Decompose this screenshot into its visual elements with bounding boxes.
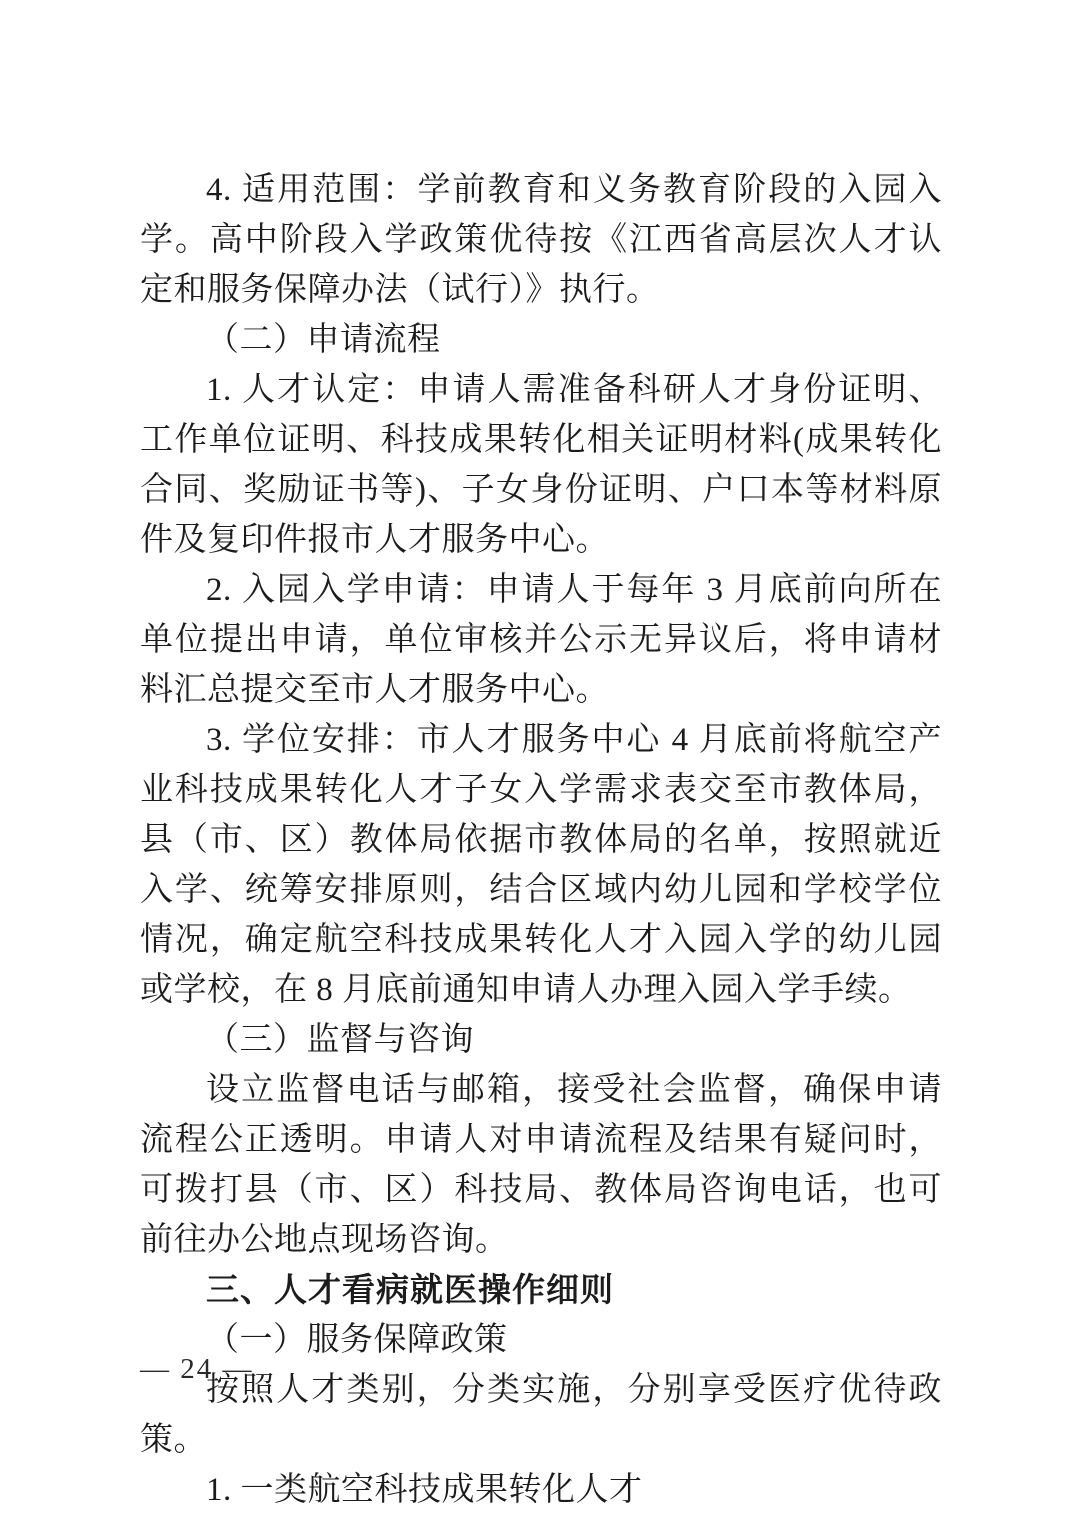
section-heading-medical-care-rules: 三、人才看病就医操作细则 bbox=[206, 1271, 614, 1308]
subheading-application-process: （二）申请流程 bbox=[206, 322, 441, 358]
paragraph-category-one-talent: 1. 一类航空科技成果转化人才 bbox=[206, 1472, 643, 1508]
document-body bbox=[140, 165, 942, 1515]
paragraph-enrollment-application: 2. 入园入学申请：申请人于每年 3 月底前向所在单位提出申请，单位审核并公示无异议后，将申请材料汇总提交至市人才服务中心。 bbox=[140, 572, 942, 708]
subheading-service-guarantee-policy: （一）服务保障政策 bbox=[206, 1322, 508, 1358]
paragraph-talent-identification: 1. 人才认定：申请人需准备科研人才身份证明、工作单位证明、科技成果转化相关证明材料(成果转化合同、奖励证书等)、子女身份证明、户口本等材料原件及复印件报市人才服务中心。 bbox=[140, 372, 942, 558]
subheading-supervision-consultation: （三）监督与咨询 bbox=[206, 1022, 474, 1058]
page-number-footer: — 24 — bbox=[140, 1353, 254, 1385]
paragraph-supervision-details: 设立监督电话与邮箱，接受社会监督，确保申请流程公正透明。申请人对申请流程及结果有疑问时，可拨打县（市、区）科技局、教体局咨询电话，也可前往办公地点现场咨询。 bbox=[140, 1072, 942, 1258]
paragraph-scope-of-application: 4. 适用范围：学前教育和义务教育阶段的入园入学。高中阶段入学政策优待按《江西省高层次人才认定和服务保障办法（试行）》执行。 bbox=[140, 172, 942, 308]
paragraph-policy-by-talent-category: 按照人才类别，分类实施，分别享受医疗优待政策。 bbox=[140, 1372, 942, 1458]
paragraph-school-placement: 3. 学位安排：市人才服务中心 4 月底前将航空产业科技成果转化人才子女入学需求表交至市教体局，县（市、区）教体局依据市教体局的名单，按照就近入学、统筹安排原则，结合区域内幼儿园和学校学位情况，确定航空科技成果转化人才入园入学的幼儿园或学校，在 8 月底前通知申请人办理入园入学手续。 bbox=[140, 722, 942, 1008]
